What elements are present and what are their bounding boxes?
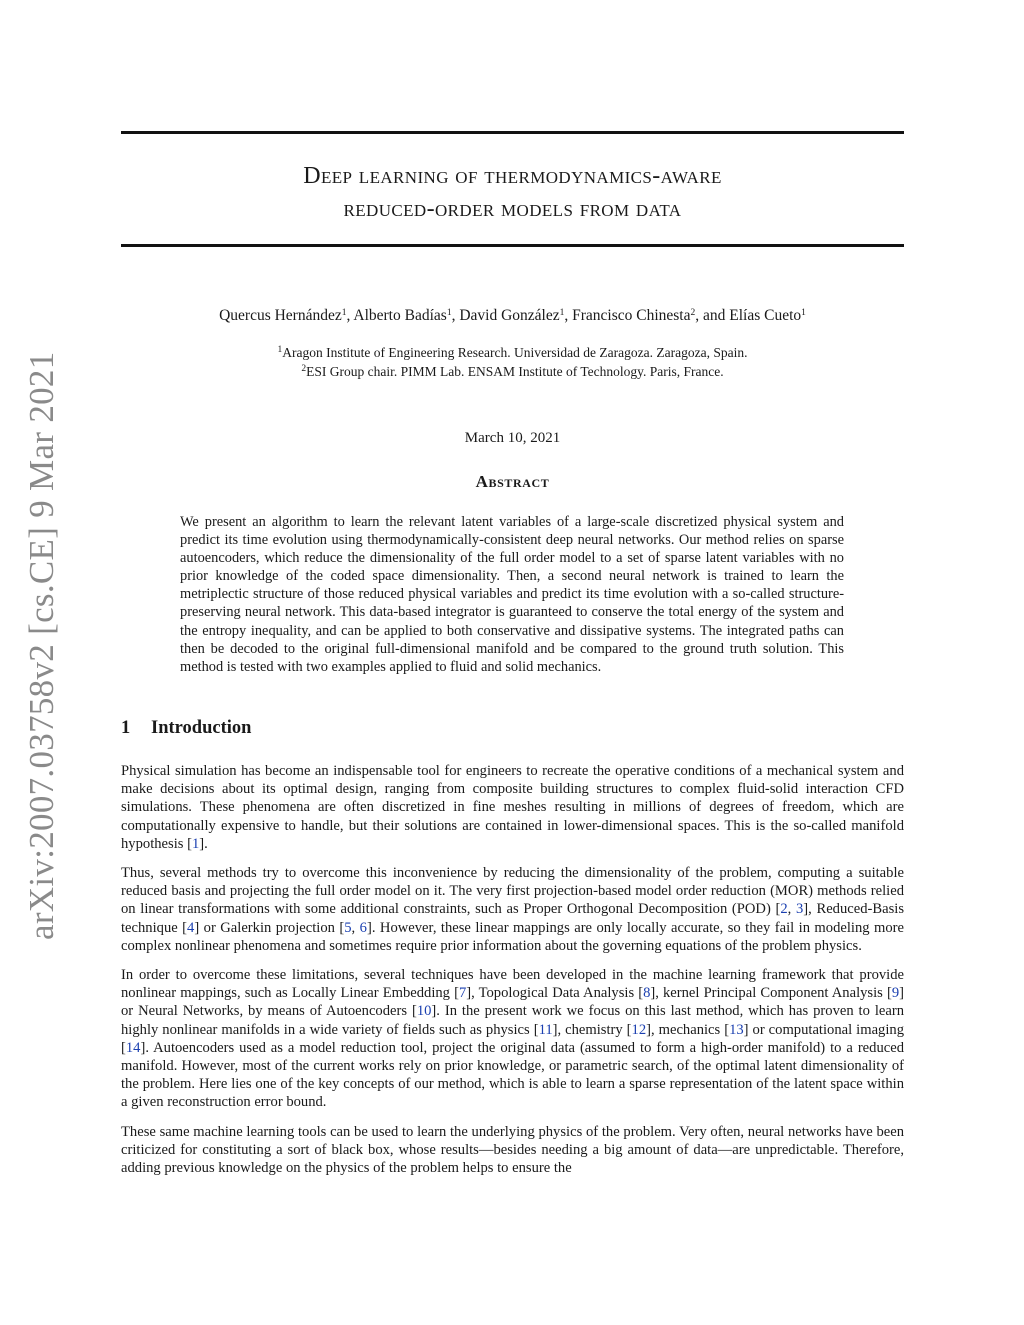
citation-link[interactable]: 14 (125, 1039, 141, 1056)
section-heading-introduction (121, 718, 251, 739)
paragraph-text: ]. Autoencoders used as a model reduction tool, project the original data (assumed to form a high-order manifold) to a reduced manifold. However, most of the current works rely on prior knowledge, or parametric search, of the optimal latent dimensionality of the problem. Here lies one of the key concepts of our method, which is able to learn a sparse representation of the latent space within a given reconstruction error bound. (121, 1039, 904, 1111)
paragraph-text: ], chemistry [ (552, 1021, 632, 1038)
arxiv-identifier-stamp (20, 351, 64, 940)
citation-link[interactable]: 12 (631, 1021, 647, 1038)
abstract-heading: Abstract (475, 472, 550, 491)
paragraph-text: ] or computational imaging [ (121, 1021, 904, 1056)
citation-link[interactable]: 1 (191, 835, 200, 852)
citation-link[interactable]: 11 (538, 1021, 553, 1038)
citation-link[interactable]: 8 (643, 985, 651, 1002)
paragraph-text: ], kernel Principal Component Analysis [ (650, 985, 892, 1002)
citation-link[interactable]: 6 (359, 919, 367, 936)
author-name: Quercus Hernández (219, 307, 342, 324)
paragraph-text: , (787, 901, 796, 918)
body-paragraph (121, 1123, 904, 1178)
author-name: Elías Cueto (729, 307, 802, 324)
body-paragraph (121, 966, 904, 1112)
citation-link[interactable]: 9 (891, 985, 900, 1002)
author-separator: , (564, 307, 573, 324)
author-name: Francisco Chinesta (572, 307, 691, 324)
introduction-body (121, 762, 904, 1188)
title-rule-bottom (121, 244, 904, 247)
section-number: 1 (121, 718, 131, 738)
citation-link[interactable]: 7 (458, 985, 467, 1002)
author-separator: , (451, 307, 460, 324)
paragraph-text: ], Reduced-Basis technique [ (121, 901, 905, 936)
paragraph-text: ], mechanics [ (646, 1021, 730, 1038)
citation-link[interactable]: 5 (344, 919, 352, 936)
title-line-2: reduced-order models from data (343, 196, 682, 222)
author-affiliation-mark: 2 (690, 308, 696, 318)
citation-link[interactable]: 10 (416, 1003, 432, 1020)
author-list (121, 306, 904, 326)
author-separator: , (346, 307, 354, 324)
affiliation-2 (121, 363, 904, 381)
affiliation-1 (121, 344, 904, 362)
paragraph-text: , (351, 919, 360, 936)
paragraph-text: In order to overcome these limitations, several techniques have been developed in the machine learning framework that provide nonlinear mappings, such as Locally Linear Embedding [ (121, 967, 904, 1002)
affiliation-1-mark: 1 (277, 345, 283, 355)
title-line-1: Deep learning of thermodynamics-aware (303, 163, 722, 189)
affiliation-1-text: Aragon Institute of Engineering Research. Universidad de Zaragoza. Zaragoza, Spain. (282, 345, 748, 360)
author-affiliation-mark: 1 (341, 308, 347, 318)
author-affiliation-mark: 1 (446, 308, 452, 318)
body-paragraph (121, 864, 904, 955)
paragraph-text: Physical simulation has become an indispensable tool for engineers to recreate the operative conditions of a mechanical system and make decisions about its optimal design, ranging from composite building structures to complex fluid-solid interaction CFD simulations. These phenomena are often discretized in fine meshes resulting in millions of degrees of freedom, which are computationally expensive to handle, but their solutions are contained in lower-dimensional spaces. This is the so-called manifold hypothesis [ (121, 763, 904, 852)
body-paragraph (121, 762, 904, 853)
author-separator: , and (695, 307, 730, 324)
paragraph-text: ] or Galerkin projection [ (194, 919, 345, 936)
paragraph-text: ]. (199, 835, 208, 852)
author-name: David González (459, 307, 560, 324)
affiliation-2-mark: 2 (301, 364, 307, 374)
paragraph-text: ]. However, these linear mappings are only locally accurate, so they fail in modeling more complex nonlinear phenomena and sometimes require prior information about the governing equations of the problem physics. (121, 919, 904, 954)
paragraph-text: ] or Neural Networks, by means of Autoencoders [ (121, 985, 904, 1020)
paragraph-text: ], Topological Data Analysis [ (466, 985, 644, 1002)
title-rule-top (121, 131, 904, 134)
abstract-body: We present an algorithm to learn the relevant latent variables of a large-scale discretized physical system and predict its time evolution using thermodynamically-consistent deep neural networks. Our method relies on sparse autoencoders, which reduce the dimensionality of the full order model to a set of sparse latent variables with no prior knowledge of the coded space dimensionality. Then, a second neural network is trained to learn the metriplectic structure of those reduced physical variables and predict its time evolution with a so-called structure-preserving neural network. This data-based integrator is guaranteed to conserve the total energy of the system and the entropy inequality, and can be applied to both conservative and dissipative systems. The integrated paths can then be decoded to the original full-dimensional manifold and be compared to the ground truth solution. This method is tested with two examples applied to fluid and solid mechanics. (180, 514, 844, 675)
section-title: Introduction (151, 718, 252, 738)
paragraph-text: ]. In the present work we focus on this last method, which has proven to learn highly nonlinear manifolds in a wide variety of fields such as physics [ (121, 1003, 904, 1038)
paper-title (121, 160, 904, 226)
affiliation-2-text: ESI Group chair. PIMM Lab. ENSAM Institute of Technology. Paris, France. (306, 364, 724, 379)
citation-link[interactable]: 13 (729, 1021, 744, 1038)
paragraph-text: These same machine learning tools can be used to learn the underlying physics of the problem. Very often, neural networks have been criticized for constituting a sort of black box, whose results—besides needing a big amount of data—are unpredictable. Therefore, adding previous knowledge on the physics of the problem helps to ensure the (121, 1123, 904, 1177)
citation-link[interactable]: 3 (795, 901, 804, 918)
author-name: Alberto Badías (353, 307, 447, 324)
author-affiliation-mark: 1 (801, 308, 806, 318)
citation-link[interactable]: 4 (187, 919, 195, 936)
paragraph-text: Thus, several methods try to overcome this inconvenience by reducing the dimensionality of the problem, computing a suitable reduced basis and projecting the full order model on it. The very first projection-based model order reduction (MOR) methods relied on linear transformations with some additional constraints, such as Proper Orthogonal Decomposition (POD) [ (121, 865, 904, 918)
arxiv-identifier-text: arXiv:2007.03758v2 [cs.CE] 9 Mar 2021 (22, 351, 61, 940)
citation-link[interactable]: 2 (780, 901, 788, 918)
author-affiliation-mark: 1 (559, 308, 565, 318)
publication-date: March 10, 2021 (464, 430, 561, 446)
